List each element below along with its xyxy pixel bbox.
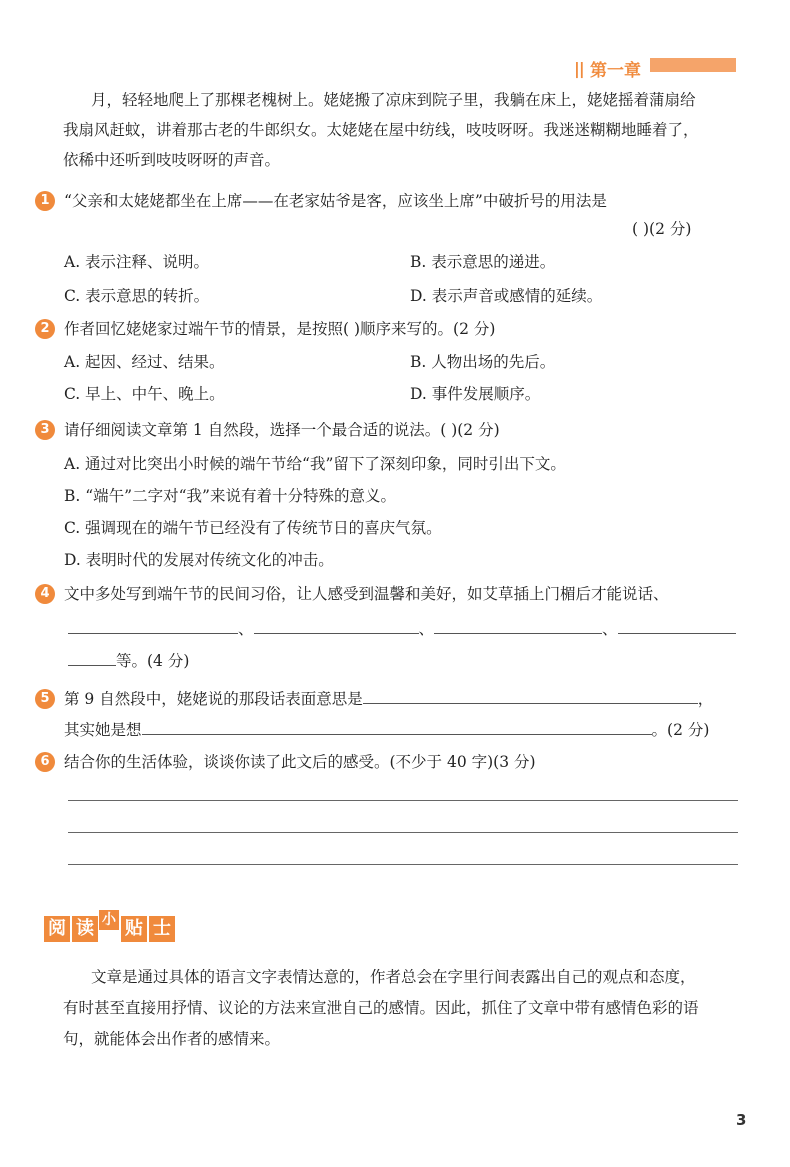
blank-line[interactable] [618, 617, 736, 634]
tips-line: 文章是通过具体的语言文字表情达意的，作者总会在字里行间表露出自己的观点和态度， [91, 968, 696, 986]
separator: 、 [602, 620, 618, 638]
question-end: 。(2 分) [651, 721, 710, 739]
tips-line: 句，就能体会出作者的感情来。 [63, 1030, 281, 1048]
question-number-badge: 1 [35, 191, 55, 211]
tips-title-char: 士 [149, 916, 175, 942]
blank-line[interactable] [68, 649, 116, 666]
page-number: 3 [736, 1111, 747, 1129]
answer-bracket[interactable]: ( )(2 分) [632, 220, 692, 238]
blank-line[interactable] [434, 617, 602, 634]
answer-line[interactable] [68, 864, 738, 865]
option-a[interactable]: A. 起因、经过、结果。 [64, 353, 225, 371]
question-text: 文中多处写到端午节的民间习俗，让人感受到温馨和美好，如艾草插上门楣后才能说话、 [64, 585, 669, 603]
separator: 、 [418, 620, 435, 638]
option-a[interactable]: A. 表示注释、说明。 [64, 253, 210, 271]
answer-line[interactable] [68, 800, 738, 801]
question-text-start: 第 9 自然段中，姥姥说的那段话表面意思是 [64, 690, 363, 708]
blank-line[interactable] [254, 617, 419, 634]
chapter-marker: || [574, 59, 584, 78]
passage-line: 我扇风赶蚊，讲着那古老的牛郎织女。太姥姥在屋中纺线，吱吱呀呀。我迷迷糊糊地睡着了， [63, 121, 699, 139]
option-c[interactable]: C. 强调现在的端午节已经没有了传统节日的喜庆气氛。 [64, 519, 442, 537]
option-b[interactable]: B. 人物出场的先后。 [410, 353, 556, 371]
question-text [64, 687, 713, 711]
question-text: 作者回忆姥姥家过端午节的情景，是按照( )顺序来写的。(2 分) [64, 320, 496, 338]
passage-line: 依稀中还听到吱吱呀呀的声音。 [63, 151, 281, 169]
fill-blank-row [64, 718, 709, 742]
option-d[interactable]: D. 事件发展顺序。 [410, 385, 541, 403]
question-text: “父亲和太姥姥都坐在上席——在老家姑爷是客，应该坐上席”中破折号的用法是 [64, 192, 607, 210]
question-number-badge: 6 [35, 752, 55, 772]
separator: 、 [238, 620, 254, 638]
fill-blank-row [68, 617, 736, 641]
option-a[interactable]: A. 通过对比突出小时候的端午节给“我”留下了深刻印象，同时引出下文。 [64, 455, 566, 473]
option-b[interactable]: B. 表示意思的递进。 [410, 253, 556, 271]
answer-line[interactable] [68, 832, 738, 833]
question-text: 请仔细阅读文章第 1 自然段，选择一个最合适的说法。( )(2 分) [64, 421, 500, 439]
option-d[interactable]: D. 表明时代的发展对传统文化的冲击。 [64, 551, 334, 569]
chapter-band [650, 58, 736, 72]
blank-line[interactable] [363, 687, 698, 704]
fill-blank-row [68, 649, 189, 673]
blank-line[interactable] [68, 617, 238, 634]
question-number-badge: 5 [35, 689, 55, 709]
comma: ， [697, 690, 714, 708]
chapter-title: 第一章 [590, 61, 641, 81]
question-number-badge: 4 [35, 584, 55, 604]
question-number-badge: 3 [35, 420, 55, 440]
option-c[interactable]: C. 表示意思的转折。 [64, 287, 210, 305]
option-c[interactable]: C. 早上、中午、晚上。 [64, 385, 225, 403]
tips-title-char: 贴 [121, 916, 147, 942]
tips-title-char: 小 [99, 910, 119, 930]
option-b[interactable]: B. “端午”二字对“我”来说有着十分特殊的意义。 [64, 487, 396, 505]
line2-start: 其实她是想 [64, 721, 142, 739]
tips-title-char: 读 [72, 916, 98, 942]
passage-line: 月，轻轻地爬上了那棵老槐树上。姥姥搬了凉床到院子里，我躺在床上，姥姥摇着蒲扇给 [91, 91, 696, 109]
tips-line: 有时甚至直接用抒情、议论的方法来宣泄自己的感情。因此，抓住了文章中带有感情色彩的语 [63, 999, 699, 1017]
question-number-badge: 2 [35, 319, 55, 339]
question-end: 等。(4 分) [116, 652, 190, 670]
option-d[interactable]: D. 表示声音或感情的延续。 [410, 287, 603, 305]
blank-line[interactable] [142, 718, 652, 735]
tips-title-char: 阅 [44, 916, 70, 942]
question-text: 结合你的生活体验，谈谈你读了此文后的感受。(不少于 40 字)(3 分) [64, 753, 536, 771]
